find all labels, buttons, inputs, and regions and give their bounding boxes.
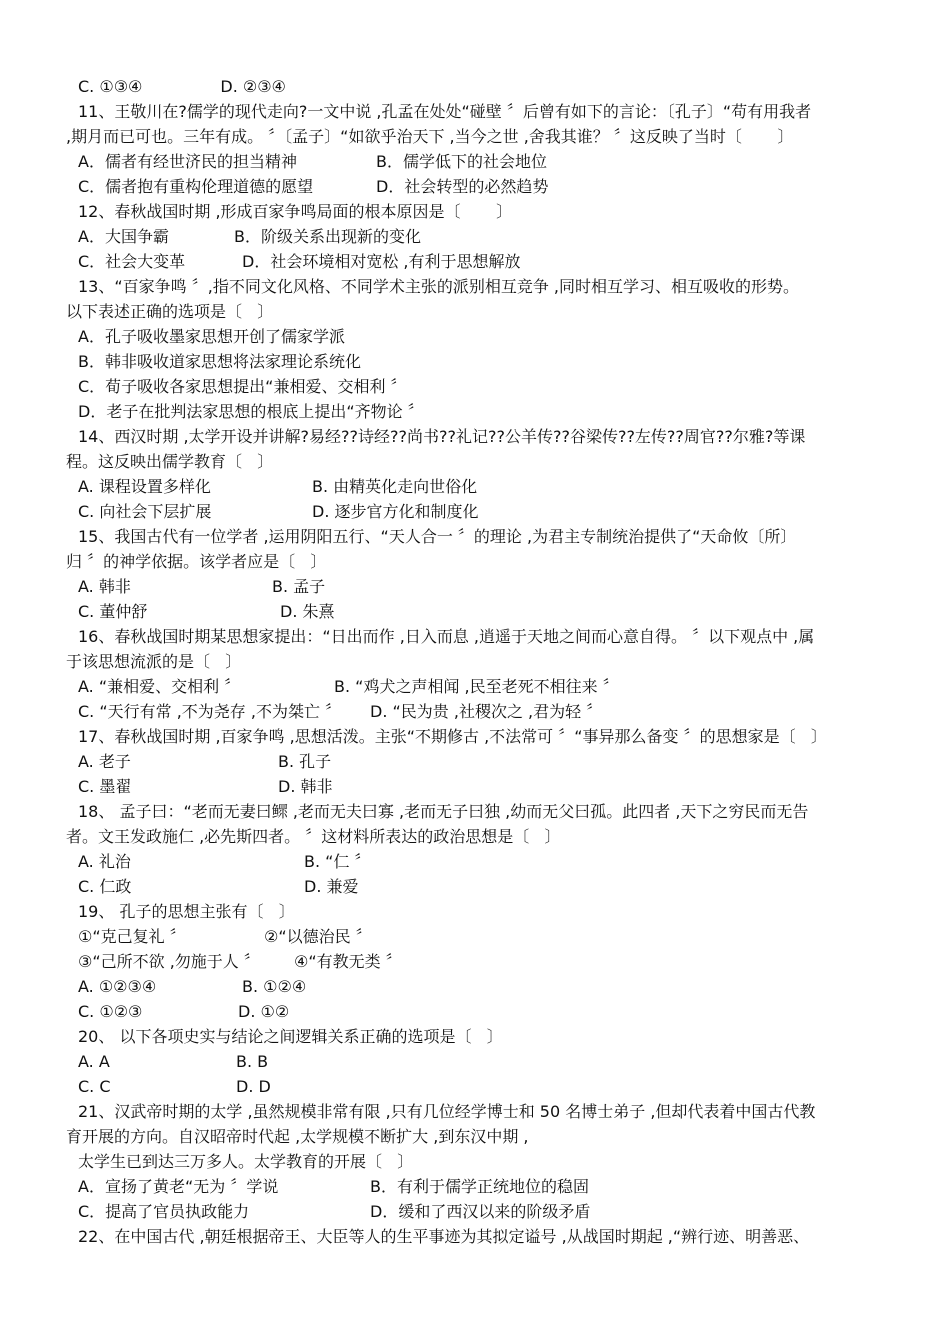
question-14-stem-cont: 程。这反映出儒学教育〔 〕 bbox=[66, 452, 274, 471]
option-row bbox=[66, 849, 884, 874]
option-a: A. 礼治 bbox=[78, 852, 131, 871]
option-row bbox=[66, 999, 884, 1024]
option-d: D．社会转型的必然趋势 bbox=[376, 177, 549, 196]
option-c: C. 向社会下层扩展 bbox=[78, 502, 212, 521]
statement-3: ③“己所不欲 ,勿施于人 〞 bbox=[78, 952, 260, 971]
statement-2: ②“以德治民 〞 bbox=[264, 927, 372, 946]
exam-page bbox=[66, 74, 884, 1249]
option-row bbox=[66, 1074, 884, 1099]
option-c: C．荀子吸收各家思想提出“兼相爱、交相利 〞 bbox=[78, 377, 407, 396]
option-row bbox=[66, 599, 884, 624]
option-row bbox=[66, 774, 884, 799]
option-b: B. “仁 〞 bbox=[304, 852, 371, 871]
option-row bbox=[66, 174, 884, 199]
question-18-stem: 18、 孟子曰：“老而无妻曰鳏 ,老而无夫曰寡 ,老而无子曰独 ,幼而无父曰孤。此四者 ,天下之穷民而无告 bbox=[78, 802, 809, 821]
option-c: C. C bbox=[78, 1077, 111, 1096]
option-c: C．儒者抱有重构伦理道德的愿望 bbox=[78, 177, 314, 196]
option-row bbox=[66, 974, 884, 999]
option-a: A. 老子 bbox=[78, 752, 131, 771]
option-row bbox=[66, 674, 884, 699]
question-16-stem: 16、春秋战国时期某思想家提出：“日出而作 ,日入而息 ,逍遥于天地之间而心意自得。 〞以下观点中 ,属 bbox=[78, 627, 815, 646]
option-a: A. 韩非 bbox=[78, 577, 131, 596]
option-d: D. 韩非 bbox=[278, 777, 333, 796]
option-a: A. 课程设置多样化 bbox=[78, 477, 211, 496]
option-c: C. 仁政 bbox=[78, 877, 132, 896]
question-11-stem: 11、王敬川在?儒学的现代走向?一文中说 ,孔孟在处处“碰壁 〞后曾有如下的言论：〔孔子〕“苟有用我者 bbox=[78, 102, 812, 121]
question-16-stem-cont: 于该思想流派的是〔 〕 bbox=[66, 652, 242, 671]
option-row bbox=[66, 699, 884, 724]
option-row bbox=[66, 749, 884, 774]
question-21-stem-cont: 太学生已到达三万多人。太学教育的开展〔 〕 bbox=[78, 1152, 414, 1171]
option-d: D. 逐步官方化和制度化 bbox=[312, 502, 479, 521]
option-d: D．老子在批判法家思想的根底上提出“齐物论 〞 bbox=[78, 402, 424, 421]
option-a: A．宣扬了黄老“无为 〞学说 bbox=[78, 1177, 279, 1196]
option-d: D. 兼爱 bbox=[304, 877, 359, 896]
option-a: A. A bbox=[78, 1052, 110, 1071]
option-b: B．韩非吸收道家思想将法家理论系统化 bbox=[78, 352, 361, 371]
option-row bbox=[66, 149, 884, 174]
statement-1: ①“克己复礼 〞 bbox=[78, 927, 186, 946]
option-row bbox=[66, 1049, 884, 1074]
option-d: D. “民为贵 ,社稷次之 ,君为轻 〞 bbox=[370, 702, 603, 721]
option-a: A．孔子吸收墨家思想开创了儒家学派 bbox=[78, 327, 345, 346]
option-b: B. 由精英化走向世俗化 bbox=[312, 477, 478, 496]
question-19-stem: 19、 孔子的思想主张有〔 〕 bbox=[78, 902, 295, 921]
option-b: B. ①②④ bbox=[242, 977, 307, 996]
option-d: D. 朱熹 bbox=[280, 602, 335, 621]
option-c: C. 董仲舒 bbox=[78, 602, 148, 621]
option-a: A. “兼相爱、交相利 〞 bbox=[78, 677, 241, 696]
option-c: C．社会大变革 bbox=[78, 252, 186, 271]
statement-4: ④“有教无类 〞 bbox=[294, 952, 402, 971]
option-row bbox=[66, 1199, 884, 1224]
option-b: B．阶级关系出现新的变化 bbox=[234, 227, 421, 246]
option-a: A．大国争霸 bbox=[78, 227, 169, 246]
option-d: D．社会环境相对宽松 ,有利于思想解放 bbox=[242, 252, 521, 271]
question-17-stem: 17、春秋战国时期 ,百家争鸣 ,思想活泼。主张“不期修古 ,不法常可 〞“事异那么备变 〞的思想家是〔 〕 bbox=[78, 727, 827, 746]
question-11-stem-cont: ,期月而已可也。三年有成。 〞〔孟子〕“如欲乎治天下 ,当今之世 ,舍我其谁？ 〞这反映了当时〔 〕 bbox=[66, 127, 794, 146]
option-row bbox=[66, 474, 884, 499]
option-b: B. “鸡犬之声相闻 ,民至老死不相往来 〞 bbox=[334, 677, 619, 696]
option-c: C. 墨翟 bbox=[78, 777, 132, 796]
option-c: C. ①③④ bbox=[78, 77, 143, 96]
option-c: C. “天行有常 ,不为尧存 ,不为桀亡 〞 bbox=[78, 702, 342, 721]
question-13-stem-cont: 以下表述正确的选项是〔 〕 bbox=[66, 302, 274, 321]
question-21-stem: 21、汉武帝时期的太学 ,虽然规模非常有限 ,只有几位经学博士和 50 名博士弟子 ,但却代表着中国古代教 bbox=[78, 1102, 816, 1121]
option-b: B. 孔子 bbox=[278, 752, 332, 771]
question-12-stem: 12、春秋战国时期 ,形成百家争鸣局面的根本原因是〔 〕 bbox=[78, 202, 513, 221]
option-b: B．有利于儒学正统地位的稳固 bbox=[370, 1177, 589, 1196]
question-14-stem: 14、西汉时期 ,太学开设并讲解?易经??诗经??尚书??礼记??公羊传??谷梁传??左传??周官??尔雅?等课 bbox=[78, 427, 806, 446]
question-18-stem-cont: 者。文王发政施仁 ,必先斯四者。 〞这材料所表达的政治思想是〔 〕 bbox=[66, 827, 561, 846]
question-20-stem: 20、 以下各项史实与结论之间逻辑关系正确的选项是〔 〕 bbox=[78, 1027, 503, 1046]
statement-row bbox=[66, 924, 884, 949]
option-row bbox=[66, 874, 884, 899]
option-b: B. B bbox=[236, 1052, 269, 1071]
option-a: A．儒者有经世济民的担当精神 bbox=[78, 152, 297, 171]
option-row bbox=[66, 1174, 884, 1199]
option-d: D. ①② bbox=[238, 1002, 290, 1021]
question-22-stem: 22、在中国古代 ,朝廷根据帝王、大臣等人的生平事迹为其拟定谥号 ,从战国时期起 ,“辨行迹、明善恶、 bbox=[78, 1227, 810, 1246]
option-d: D. D bbox=[236, 1077, 271, 1096]
option-row bbox=[66, 499, 884, 524]
option-b: B．儒学低下的社会地位 bbox=[376, 152, 547, 171]
option-c: C．提高了官员执政能力 bbox=[78, 1202, 250, 1221]
question-15-stem-cont: 归 〞的神学依据。该学者应是〔 〕 bbox=[66, 552, 327, 571]
option-a: A. ①②③④ bbox=[78, 977, 157, 996]
option-row bbox=[66, 74, 884, 99]
question-13-stem: 13、“百家争鸣 〞,指不同文化风格、不同学术主张的派别相互竞争 ,同时相互学习、相互吸收的形势。 bbox=[78, 277, 799, 296]
option-d: D. ②③④ bbox=[220, 77, 286, 96]
option-d: D．缓和了西汉以来的阶级矛盾 bbox=[370, 1202, 591, 1221]
option-row bbox=[66, 574, 884, 599]
option-c: C. ①②③ bbox=[78, 1002, 143, 1021]
question-21-stem-cont: 育开展的方向。自汉昭帝时代起 ,太学规模不断扩大 ,到东汉中期 , bbox=[66, 1127, 529, 1146]
question-15-stem: 15、我国古代有一位学者 ,运用阴阳五行、“天人合一 〞的理论 ,为君主专制统治提供了“天命攸〔所〕 bbox=[78, 527, 797, 546]
option-row bbox=[66, 249, 884, 274]
option-row bbox=[66, 224, 884, 249]
statement-row bbox=[66, 949, 884, 974]
option-b: B. 孟子 bbox=[272, 577, 326, 596]
